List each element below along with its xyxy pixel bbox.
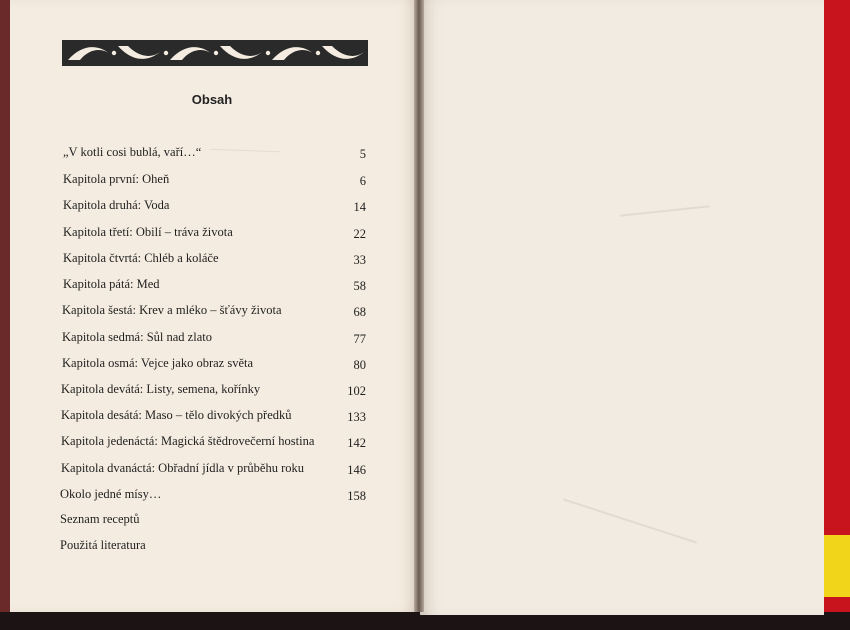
toc-entry-page: 133	[347, 410, 366, 424]
toc-entry-label: Kapitola sedmá: Sůl nad zlato	[62, 330, 212, 344]
toc-entry-label: Kapitola první: Oheň	[63, 172, 170, 186]
toc-entry	[63, 251, 366, 269]
toc-entry	[61, 382, 366, 400]
toc-entry	[61, 434, 366, 452]
toc-entry-label: Kapitola šestá: Krev a mléko – šťávy života	[62, 303, 282, 317]
toc-entry-page: 33	[353, 253, 366, 267]
right-page	[420, 0, 824, 615]
toc-entry-label: „V kotli cosi bublá, vaří…“	[63, 145, 202, 159]
toc-entry	[62, 356, 366, 374]
toc-entry-page: 68	[353, 305, 366, 319]
toc-entry-page: 80	[353, 358, 366, 372]
toc-entry	[63, 172, 366, 190]
toc-entry-page: 6	[359, 174, 366, 188]
bookmark-yellow	[822, 535, 850, 597]
page-title: Obsah	[191, 92, 233, 107]
ornament-border	[62, 40, 368, 66]
toc-entry	[63, 225, 366, 243]
toc-entry	[60, 538, 366, 556]
toc-entry-label: Kapitola pátá: Med	[63, 277, 160, 291]
toc-entry-page: 14	[353, 200, 366, 214]
toc-entry-page: 22	[353, 227, 366, 241]
toc-entry-label: Kapitola dvanáctá: Obřadní jídla v průběhu roku	[61, 461, 304, 475]
toc-entry-page: 77	[353, 332, 366, 346]
toc-entry-label: Kapitola čtvrtá: Chléb a koláče	[63, 251, 219, 265]
book-spine	[414, 0, 424, 612]
toc-entry-page: 5	[359, 147, 366, 161]
toc-entry	[63, 145, 366, 163]
toc-entry-label: Použitá literatura	[60, 538, 146, 552]
toc-entry-label: Kapitola osmá: Vejce jako obraz světa	[62, 356, 254, 370]
toc-entry-page: 142	[347, 436, 366, 450]
toc-entry-page: 58	[353, 279, 366, 293]
toc-entry-page: 158	[347, 489, 366, 503]
toc-entry	[60, 487, 366, 505]
toc-entry-label: Okolo jedné mísy…	[60, 487, 162, 501]
toc-entry	[62, 330, 366, 348]
toc-entry	[61, 408, 366, 426]
toc-entry-label: Kapitola desátá: Maso – tělo divokých předků	[61, 408, 292, 422]
toc-entry	[61, 461, 366, 479]
toc-entry	[63, 198, 366, 216]
toc-entry-page: 102	[347, 384, 366, 398]
toc-entry	[62, 303, 366, 321]
toc-entry-label: Seznam receptů	[60, 512, 140, 526]
toc-entry-page: 146	[347, 463, 366, 477]
toc-entry	[60, 512, 366, 530]
toc-entry	[63, 277, 366, 295]
toc-entry-label: Kapitola druhá: Voda	[63, 198, 170, 212]
toc-entry-label: Kapitola jedenáctá: Magická štědrovečerní hostina	[61, 434, 315, 448]
toc-entry-label: Kapitola devátá: Listy, semena, kořínky	[61, 382, 261, 396]
toc-entry-label: Kapitola třetí: Obilí – tráva života	[63, 225, 233, 239]
